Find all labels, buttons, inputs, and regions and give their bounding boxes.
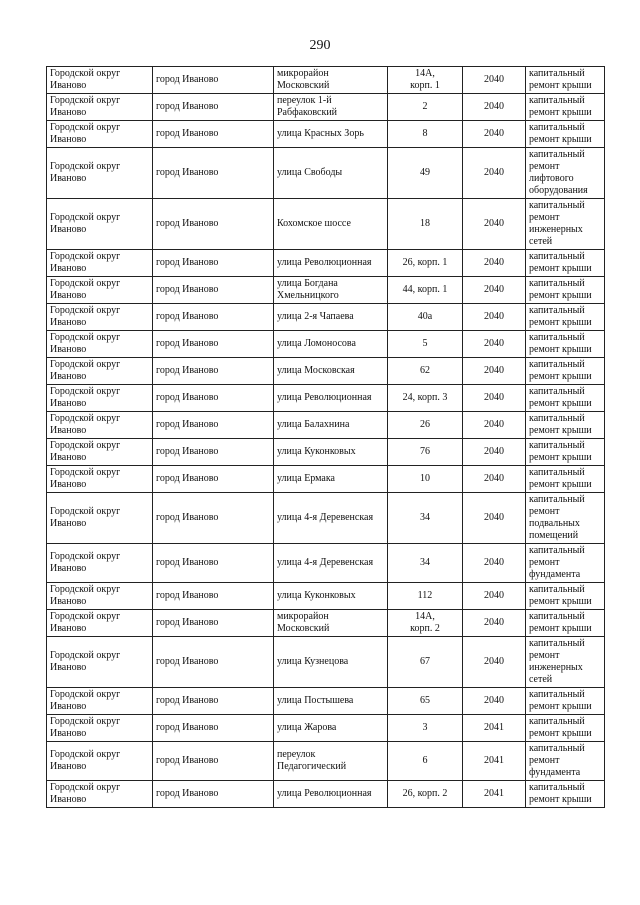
work-type-cell: капитальный ремонт крыши: [526, 358, 605, 385]
street-cell: улица Жарова: [274, 715, 388, 742]
city-cell: город Иваново: [153, 331, 274, 358]
table-row: [47, 199, 605, 250]
municipal-district-cell: Городской округ Иваново: [47, 466, 153, 493]
table-row: [47, 715, 605, 742]
year-cell: 2040: [463, 250, 526, 277]
street-cell: микрорайон Московский: [274, 67, 388, 94]
table-row: [47, 358, 605, 385]
work-type-cell: капитальный ремонт крыши: [526, 67, 605, 94]
city-cell: город Иваново: [153, 94, 274, 121]
year-cell: 2041: [463, 781, 526, 808]
year-cell: 2040: [463, 121, 526, 148]
work-type-cell: капитальный ремонт крыши: [526, 781, 605, 808]
street-cell: улица 2-я Чапаева: [274, 304, 388, 331]
repair-schedule-table: [46, 66, 605, 808]
house-number-cell: 6: [388, 742, 463, 781]
year-cell: 2040: [463, 439, 526, 466]
municipal-district-cell: Городской округ Иваново: [47, 610, 153, 637]
house-number-cell: 44, корп. 1: [388, 277, 463, 304]
municipal-district-cell: Городской округ Иваново: [47, 277, 153, 304]
municipal-district-cell: Городской округ Иваново: [47, 148, 153, 199]
work-type-cell: капитальный ремонт крыши: [526, 583, 605, 610]
street-cell: улица Московская: [274, 358, 388, 385]
municipal-district-cell: Городской округ Иваново: [47, 94, 153, 121]
municipal-district-cell: Городской округ Иваново: [47, 412, 153, 439]
work-type-cell: капитальный ремонт инженерных сетей: [526, 199, 605, 250]
municipal-district-cell: Городской округ Иваново: [47, 199, 153, 250]
year-cell: 2040: [463, 412, 526, 439]
street-cell: улица Свободы: [274, 148, 388, 199]
year-cell: 2040: [463, 277, 526, 304]
house-number-cell: 26: [388, 412, 463, 439]
year-cell: 2040: [463, 466, 526, 493]
municipal-district-cell: Городской округ Иваново: [47, 544, 153, 583]
city-cell: город Иваново: [153, 439, 274, 466]
year-cell: 2040: [463, 688, 526, 715]
table-row: [47, 583, 605, 610]
work-type-cell: капитальный ремонт крыши: [526, 331, 605, 358]
street-cell: улица Постышева: [274, 688, 388, 715]
municipal-district-cell: Городской округ Иваново: [47, 385, 153, 412]
municipal-district-cell: Городской округ Иваново: [47, 358, 153, 385]
house-number-cell: 40а: [388, 304, 463, 331]
city-cell: город Иваново: [153, 637, 274, 688]
year-cell: 2040: [463, 148, 526, 199]
city-cell: город Иваново: [153, 583, 274, 610]
house-number-cell: 26, корп. 1: [388, 250, 463, 277]
municipal-district-cell: Городской округ Иваново: [47, 67, 153, 94]
street-cell: улица Революционная: [274, 385, 388, 412]
house-number-cell: 14А, корп. 2: [388, 610, 463, 637]
street-cell: улица Ермака: [274, 466, 388, 493]
street-cell: улица Красных Зорь: [274, 121, 388, 148]
work-type-cell: капитальный ремонт крыши: [526, 250, 605, 277]
table-row: [47, 250, 605, 277]
street-cell: микрорайон Московский: [274, 610, 388, 637]
municipal-district-cell: Городской округ Иваново: [47, 304, 153, 331]
table-row: [47, 277, 605, 304]
work-type-cell: капитальный ремонт крыши: [526, 277, 605, 304]
city-cell: город Иваново: [153, 304, 274, 331]
street-cell: переулок 1-й Рабфаковский: [274, 94, 388, 121]
city-cell: город Иваново: [153, 199, 274, 250]
table-row: [47, 781, 605, 808]
table-row: [47, 412, 605, 439]
table-row: [47, 466, 605, 493]
house-number-cell: 26, корп. 2: [388, 781, 463, 808]
municipal-district-cell: Городской округ Иваново: [47, 250, 153, 277]
street-cell: улица Революционная: [274, 781, 388, 808]
house-number-cell: 67: [388, 637, 463, 688]
work-type-cell: капитальный ремонт крыши: [526, 385, 605, 412]
work-type-cell: капитальный ремонт крыши: [526, 94, 605, 121]
table-row: [47, 493, 605, 544]
year-cell: 2040: [463, 385, 526, 412]
table-row: [47, 637, 605, 688]
table-row: [47, 148, 605, 199]
house-number-cell: 18: [388, 199, 463, 250]
city-cell: город Иваново: [153, 742, 274, 781]
work-type-cell: капитальный ремонт крыши: [526, 121, 605, 148]
municipal-district-cell: Городской округ Иваново: [47, 742, 153, 781]
street-cell: улица 4-я Деревенская: [274, 493, 388, 544]
city-cell: город Иваново: [153, 67, 274, 94]
year-cell: 2040: [463, 94, 526, 121]
house-number-cell: 112: [388, 583, 463, 610]
work-type-cell: капитальный ремонт крыши: [526, 688, 605, 715]
year-cell: 2041: [463, 715, 526, 742]
municipal-district-cell: Городской округ Иваново: [47, 331, 153, 358]
municipal-district-cell: Городской округ Иваново: [47, 781, 153, 808]
city-cell: город Иваново: [153, 148, 274, 199]
city-cell: город Иваново: [153, 493, 274, 544]
year-cell: 2040: [463, 610, 526, 637]
house-number-cell: 49: [388, 148, 463, 199]
street-cell: улица 4-я Деревенская: [274, 544, 388, 583]
year-cell: 2040: [463, 358, 526, 385]
house-number-cell: 34: [388, 493, 463, 544]
work-type-cell: капитальный ремонт лифтового оборудования: [526, 148, 605, 199]
table-row: [47, 121, 605, 148]
table-row: [47, 610, 605, 637]
municipal-district-cell: Городской округ Иваново: [47, 688, 153, 715]
table-row: [47, 67, 605, 94]
street-cell: улица Кузнецова: [274, 637, 388, 688]
house-number-cell: 3: [388, 715, 463, 742]
city-cell: город Иваново: [153, 466, 274, 493]
table-row: [47, 742, 605, 781]
year-cell: 2041: [463, 742, 526, 781]
work-type-cell: капитальный ремонт подвальных помещений: [526, 493, 605, 544]
house-number-cell: 14А, корп. 1: [388, 67, 463, 94]
municipal-district-cell: Городской округ Иваново: [47, 715, 153, 742]
work-type-cell: капитальный ремонт крыши: [526, 304, 605, 331]
house-number-cell: 2: [388, 94, 463, 121]
work-type-cell: капитальный ремонт крыши: [526, 439, 605, 466]
house-number-cell: 5: [388, 331, 463, 358]
street-cell: улица Куконковых: [274, 439, 388, 466]
city-cell: город Иваново: [153, 781, 274, 808]
year-cell: 2040: [463, 304, 526, 331]
municipal-district-cell: Городской округ Иваново: [47, 439, 153, 466]
table-body: [47, 67, 605, 808]
municipal-district-cell: Городской округ Иваново: [47, 583, 153, 610]
house-number-cell: 10: [388, 466, 463, 493]
city-cell: город Иваново: [153, 610, 274, 637]
city-cell: город Иваново: [153, 121, 274, 148]
year-cell: 2040: [463, 583, 526, 610]
year-cell: 2040: [463, 331, 526, 358]
house-number-cell: 8: [388, 121, 463, 148]
street-cell: улица Куконковых: [274, 583, 388, 610]
street-cell: улица Богдана Хмельницкого: [274, 277, 388, 304]
year-cell: 2040: [463, 67, 526, 94]
work-type-cell: капитальный ремонт фундамента: [526, 742, 605, 781]
city-cell: город Иваново: [153, 250, 274, 277]
city-cell: город Иваново: [153, 688, 274, 715]
house-number-cell: 65: [388, 688, 463, 715]
house-number-cell: 76: [388, 439, 463, 466]
street-cell: Кохомское шоссе: [274, 199, 388, 250]
street-cell: улица Балахнина: [274, 412, 388, 439]
table-row: [47, 544, 605, 583]
year-cell: 2040: [463, 544, 526, 583]
municipal-district-cell: Городской округ Иваново: [47, 121, 153, 148]
street-cell: улица Революционная: [274, 250, 388, 277]
house-number-cell: 34: [388, 544, 463, 583]
year-cell: 2040: [463, 199, 526, 250]
table-row: [47, 94, 605, 121]
work-type-cell: капитальный ремонт инженерных сетей: [526, 637, 605, 688]
city-cell: город Иваново: [153, 715, 274, 742]
street-cell: улица Ломоносова: [274, 331, 388, 358]
work-type-cell: капитальный ремонт крыши: [526, 610, 605, 637]
year-cell: 2040: [463, 637, 526, 688]
work-type-cell: капитальный ремонт крыши: [526, 715, 605, 742]
work-type-cell: капитальный ремонт крыши: [526, 412, 605, 439]
city-cell: город Иваново: [153, 544, 274, 583]
city-cell: город Иваново: [153, 412, 274, 439]
house-number-cell: 24, корп. 3: [388, 385, 463, 412]
house-number-cell: 62: [388, 358, 463, 385]
table-row: [47, 304, 605, 331]
work-type-cell: капитальный ремонт фундамента: [526, 544, 605, 583]
table-row: [47, 331, 605, 358]
city-cell: город Иваново: [153, 385, 274, 412]
street-cell: переулок Педагогический: [274, 742, 388, 781]
city-cell: город Иваново: [153, 358, 274, 385]
year-cell: 2040: [463, 493, 526, 544]
page-number: 290: [309, 38, 331, 53]
city-cell: город Иваново: [153, 277, 274, 304]
table-row: [47, 688, 605, 715]
work-type-cell: капитальный ремонт крыши: [526, 466, 605, 493]
table-row: [47, 439, 605, 466]
municipal-district-cell: Городской округ Иваново: [47, 637, 153, 688]
municipal-district-cell: Городской округ Иваново: [47, 493, 153, 544]
table-row: [47, 385, 605, 412]
